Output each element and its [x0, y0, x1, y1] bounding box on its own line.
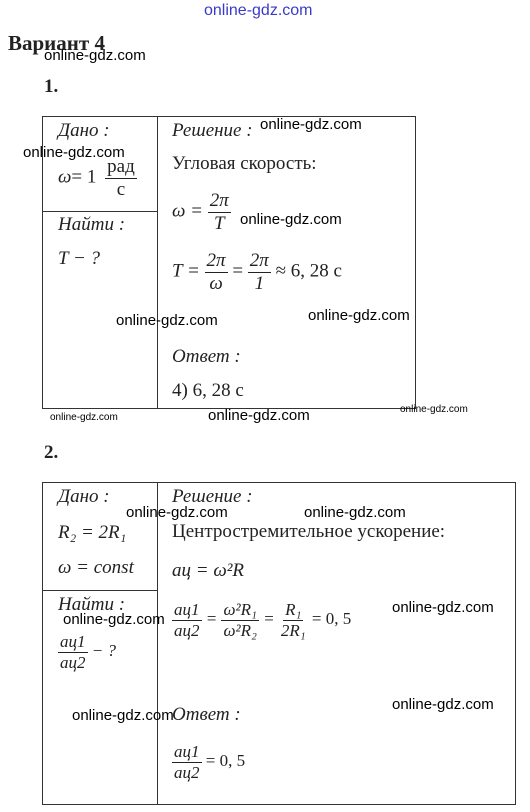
solution-label: Решение :	[172, 486, 253, 507]
watermark: online-gdz.com	[304, 504, 406, 521]
centripetal-text: Центростремительное ускорение:	[172, 521, 446, 542]
watermark: online-gdz.com	[126, 504, 228, 521]
problem-1-given-separator	[42, 211, 158, 212]
watermark: online-gdz.com	[44, 47, 146, 64]
problem-2-number: 2.	[44, 442, 59, 463]
angular-velocity-text: Угловая скорость:	[172, 153, 317, 174]
watermark: online-gdz.com	[23, 144, 125, 161]
given-omega: ω= 1 $\frac{\text{рад}}{с}$	[58, 156, 135, 200]
watermark: online-gdz.com	[392, 696, 494, 713]
formula-omega: ω = $\frac{2\pi}{T}$	[172, 190, 229, 234]
solution-label: Решение :	[172, 120, 253, 141]
unit-numerator: рад	[107, 156, 135, 177]
watermark: online-gdz.com	[260, 116, 362, 133]
answer-label: Ответ :	[172, 704, 241, 725]
problem-1-number: 1.	[44, 76, 59, 97]
formula-period: T = $\frac{2\pi}{\omega}$ = $\frac{2\pi}{1}$ ≈ 6, 28 с	[172, 250, 342, 294]
given-label: Дано :	[58, 120, 110, 141]
given-radius: R₂ = 2R₁	[58, 522, 127, 543]
watermark: online-gdz.com	[72, 707, 174, 724]
answer-ratio: $\frac{aц1}{aц2}$ = 0, 5	[174, 742, 246, 782]
watermark: online-gdz.com	[400, 404, 468, 415]
variant-title: Вариант 4	[8, 31, 105, 55]
formula-ratio: $\frac{aц1}{aц2}$ = $\frac{\text{ω²R₁}}{\text{ω²R₂}}$ = $\frac{\text{R₁}}{\text{2R₁}}$ = 0, 5	[174, 600, 352, 640]
watermark: online-gdz.com	[63, 611, 165, 628]
watermark: online-gdz.com	[116, 312, 218, 329]
watermark: online-gdz.com	[308, 307, 410, 324]
watermark: online-gdz.com	[50, 412, 118, 423]
formula-centripetal: aц = ω²R	[172, 560, 245, 581]
problem-2-divider	[157, 482, 158, 805]
problem-1-divider	[157, 116, 158, 409]
answer-label: Ответ :	[172, 346, 241, 367]
problem-2-given-separator	[42, 590, 158, 591]
watermark: online-gdz.com	[208, 407, 310, 424]
watermark-top: online-gdz.com	[204, 2, 313, 19]
given-label: Дано :	[58, 486, 110, 507]
unit-denominator: с	[116, 178, 126, 200]
find-label: Найти :	[58, 214, 126, 235]
find-label: Найти :	[58, 594, 126, 615]
watermark: online-gdz.com	[240, 211, 342, 228]
find-ratio: $\frac{aц1}{aц2}$ − ?	[60, 632, 116, 672]
answer-value: 4) 6, 28 с	[172, 380, 244, 401]
find-value: T − ?	[58, 248, 101, 269]
given-omega-const: ω = const	[58, 557, 134, 578]
watermark: online-gdz.com	[392, 599, 494, 616]
